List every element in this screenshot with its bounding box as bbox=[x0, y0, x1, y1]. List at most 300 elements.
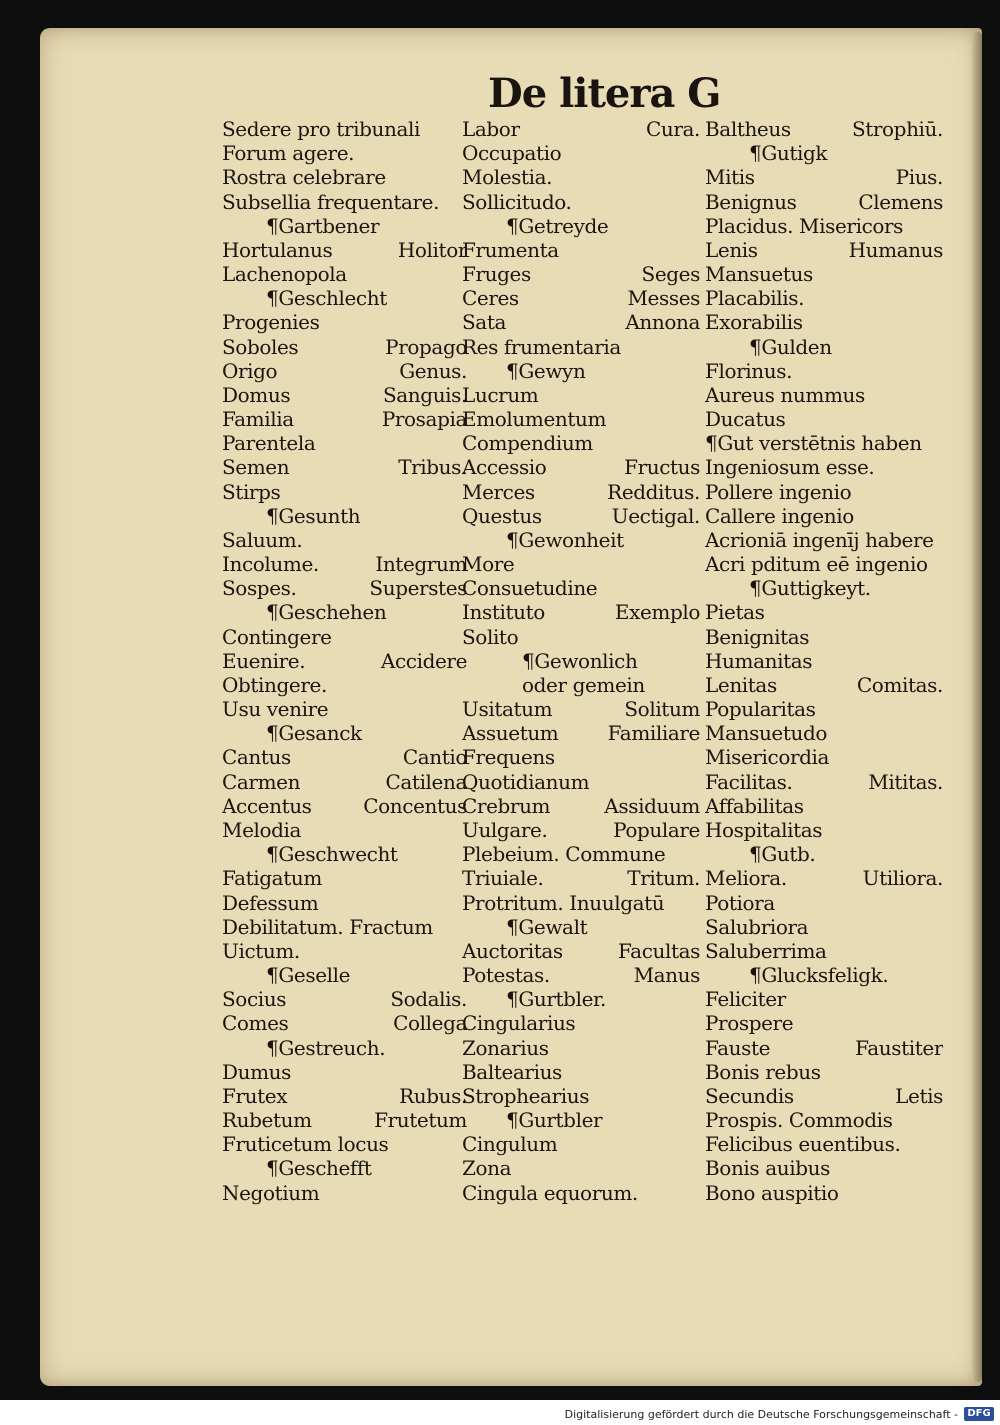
entry-term: Progenies bbox=[222, 310, 320, 335]
entry-term: Negotium bbox=[222, 1180, 320, 1205]
entry-line bbox=[222, 1084, 467, 1108]
entry-term: Feliciter bbox=[705, 987, 786, 1012]
entry-term: Cingulum bbox=[462, 1132, 558, 1157]
entry-term: Exorabilis bbox=[705, 310, 803, 335]
entry-line bbox=[462, 721, 700, 745]
section-heading bbox=[462, 359, 700, 383]
entry-term: Labor bbox=[462, 117, 520, 141]
entry-line bbox=[705, 504, 943, 528]
entry-line bbox=[705, 915, 943, 939]
entry-line bbox=[462, 504, 700, 528]
entry-term: Potestas. bbox=[462, 963, 550, 988]
entry-synonym: Populare bbox=[613, 817, 700, 842]
entry-line bbox=[705, 721, 943, 745]
entry-term: Accentus bbox=[222, 793, 312, 818]
entry-term: Cingula equorum. bbox=[462, 1180, 638, 1205]
entry-term: Bonis rebus bbox=[705, 1059, 821, 1084]
entry-line bbox=[705, 1011, 943, 1035]
entry-line bbox=[462, 552, 700, 576]
entry-term: Comes bbox=[222, 1011, 289, 1036]
entry-term: Melodia bbox=[222, 817, 302, 842]
entry-line bbox=[462, 697, 700, 721]
dfg-logo: DFG bbox=[964, 1407, 994, 1421]
section-heading bbox=[462, 987, 700, 1011]
entry-term: ¶Getreyde bbox=[506, 213, 609, 238]
entry-term: ¶Gutb. bbox=[749, 842, 816, 867]
entry-term: oder gemein bbox=[522, 672, 645, 697]
entry-line bbox=[705, 818, 943, 842]
entry-synonym: Pius. bbox=[895, 165, 943, 190]
entry-synonym: Assiduum bbox=[604, 793, 700, 818]
entry-line bbox=[222, 673, 467, 697]
entry-synonym: Comitas. bbox=[856, 672, 943, 697]
entry-line bbox=[462, 939, 700, 963]
section-heading bbox=[222, 721, 467, 745]
entry-line bbox=[462, 117, 700, 141]
entry-synonym: Messes bbox=[627, 286, 700, 311]
entry-term: Sospes. bbox=[222, 576, 297, 601]
entry-line bbox=[705, 383, 943, 407]
entry-synonym: Cantio bbox=[402, 745, 467, 770]
page-edge bbox=[972, 32, 982, 1382]
entry-term: Assuetum bbox=[462, 721, 559, 746]
entry-line bbox=[705, 1132, 943, 1156]
entry-term: Semen bbox=[222, 455, 290, 480]
entry-line bbox=[705, 770, 943, 794]
entry-term: Obtingere. bbox=[222, 672, 327, 697]
entry-term: ¶Gulden bbox=[749, 334, 832, 359]
entry-line bbox=[705, 552, 943, 576]
entry-term: Soboles bbox=[222, 334, 299, 359]
entry-line bbox=[705, 794, 943, 818]
entry-synonym: Sanguis. bbox=[382, 382, 467, 407]
entry-term: Dumus bbox=[222, 1059, 292, 1084]
entry-synonym: Seges bbox=[641, 262, 700, 287]
entry-term: Fauste bbox=[705, 1035, 771, 1060]
entry-term: Ingeniosum esse. bbox=[705, 455, 875, 480]
entry-term: Compendium bbox=[462, 431, 593, 456]
entry-synonym: Catilena bbox=[385, 769, 467, 794]
entry-synonym: Tritum. bbox=[627, 866, 700, 891]
entry-term: Familia bbox=[222, 407, 294, 432]
section-heading bbox=[462, 528, 700, 552]
entry-term: Mansuetudo bbox=[705, 721, 828, 746]
entry-synonym: Genus. bbox=[399, 358, 467, 383]
entry-term: Instituto bbox=[462, 600, 545, 625]
entry-line bbox=[462, 963, 700, 987]
entry-term: Crebrum bbox=[462, 793, 551, 818]
entry-synonym: Manus bbox=[633, 963, 700, 988]
entry-line bbox=[222, 649, 467, 673]
entry-line bbox=[222, 310, 467, 334]
entry-term: ¶Gut verstētnis haben bbox=[705, 431, 922, 456]
section-heading bbox=[222, 963, 467, 987]
entry-term: Florinus. bbox=[705, 358, 793, 383]
entry-synonym: Exemplo bbox=[614, 600, 700, 625]
section-heading bbox=[462, 649, 700, 673]
entry-term: Callere ingenio bbox=[705, 503, 854, 528]
entry-line bbox=[705, 600, 943, 624]
entry-term: ¶Gewonheit bbox=[506, 527, 624, 552]
entry-line bbox=[222, 238, 467, 262]
entry-line bbox=[462, 455, 700, 479]
entry-term: Occupatio bbox=[462, 141, 562, 166]
entry-synonym: Concentus bbox=[363, 793, 467, 818]
entry-line bbox=[705, 866, 943, 890]
entry-term: Defessum bbox=[222, 890, 319, 915]
entry-term: ¶Gestreuch. bbox=[266, 1035, 386, 1060]
entry-term: Placabilis. bbox=[705, 286, 805, 311]
entry-term: Felicibus euentibus. bbox=[705, 1132, 901, 1157]
entry-term: Bonis auibus bbox=[705, 1156, 830, 1181]
entry-term: Incolume. bbox=[222, 552, 319, 577]
entry-line bbox=[222, 939, 467, 963]
entry-term: Fruges bbox=[462, 262, 531, 287]
entry-term: Questus bbox=[462, 503, 542, 528]
entry-line bbox=[222, 987, 467, 1011]
entry-term: Parentela bbox=[222, 431, 316, 456]
entry-line bbox=[705, 625, 943, 649]
entry-term: Baltheus bbox=[705, 117, 791, 141]
entry-term: Stirps bbox=[222, 479, 281, 504]
vocabulary-column-1 bbox=[222, 117, 467, 1205]
entry-term: Cantus bbox=[222, 745, 291, 770]
entry-term: Mansuetus bbox=[705, 262, 813, 287]
entry-term: Subsellia frequentare. bbox=[222, 189, 440, 214]
entry-line bbox=[462, 1156, 700, 1180]
vocabulary-column-3 bbox=[705, 117, 943, 1205]
entry-line bbox=[222, 1011, 467, 1035]
entry-line bbox=[705, 117, 943, 141]
entry-term: Molestia. bbox=[462, 165, 553, 190]
entry-term: Uictum. bbox=[222, 938, 300, 963]
entry-line bbox=[705, 1060, 943, 1084]
section-heading bbox=[705, 141, 943, 165]
entry-line bbox=[462, 1084, 700, 1108]
entry-term: ¶Gewyn bbox=[506, 358, 586, 383]
entry-term: ¶Gesanck bbox=[266, 721, 362, 746]
entry-line bbox=[462, 262, 700, 286]
entry-line bbox=[462, 1036, 700, 1060]
entry-line bbox=[222, 1132, 467, 1156]
entry-synonym: Rubus. bbox=[399, 1083, 467, 1108]
entry-term: Lenis bbox=[705, 237, 758, 262]
entry-term: Prospere bbox=[705, 1011, 794, 1036]
entry-line bbox=[705, 987, 943, 1011]
entry-term: Popularitas bbox=[705, 697, 816, 722]
entry-line bbox=[222, 262, 467, 286]
entry-term: Usitatum bbox=[462, 697, 553, 722]
entry-term: Usu venire bbox=[222, 697, 329, 722]
entry-term: Lucrum bbox=[462, 382, 539, 407]
entry-term: Res frumentaria bbox=[462, 334, 621, 359]
entry-line bbox=[705, 286, 943, 310]
entry-line bbox=[462, 407, 700, 431]
entry-term: Emolumentum bbox=[462, 407, 607, 432]
entry-term: Socius bbox=[222, 987, 287, 1012]
entry-term: ¶Gartbener bbox=[266, 213, 380, 238]
entry-term: ¶Gutigk bbox=[749, 141, 828, 166]
entry-synonym: Familiare bbox=[607, 721, 700, 746]
entry-line bbox=[705, 431, 943, 455]
entry-line bbox=[222, 141, 467, 165]
entry-term: Placidus. Misericors bbox=[705, 213, 904, 238]
entry-line bbox=[462, 891, 700, 915]
entry-term: Hortulanus bbox=[222, 237, 333, 262]
entry-synonym: Solitum bbox=[624, 697, 700, 722]
entry-term: ¶Gewalt bbox=[506, 914, 588, 939]
entry-line bbox=[462, 818, 700, 842]
entry-line bbox=[222, 770, 467, 794]
entry-line bbox=[462, 794, 700, 818]
entry-line bbox=[222, 1181, 467, 1205]
entry-line bbox=[222, 794, 467, 818]
entry-line bbox=[222, 431, 467, 455]
entry-line bbox=[462, 286, 700, 310]
entry-line bbox=[705, 190, 943, 214]
entry-term: Facilitas. bbox=[705, 769, 793, 794]
entry-line bbox=[462, 480, 700, 504]
entry-line bbox=[222, 866, 467, 890]
entry-synonym: Superstes bbox=[369, 576, 467, 601]
entry-line bbox=[222, 915, 467, 939]
entry-term: Ceres bbox=[462, 286, 519, 311]
section-heading bbox=[705, 963, 943, 987]
entry-term: Acrioniā ingenīj habere bbox=[705, 527, 934, 552]
entry-line bbox=[705, 1156, 943, 1180]
entry-line bbox=[462, 190, 700, 214]
entry-term: Potiora bbox=[705, 890, 775, 915]
entry-synonym: Holitor bbox=[397, 237, 467, 262]
entry-synonym: Prosapia bbox=[381, 407, 467, 432]
section-heading bbox=[705, 842, 943, 866]
entry-term: ¶Gewonlich bbox=[522, 648, 638, 673]
entry-synonym: Faustiter bbox=[855, 1035, 943, 1060]
entry-term: Salubriora bbox=[705, 914, 809, 939]
entry-line bbox=[222, 407, 467, 431]
entry-line bbox=[705, 939, 943, 963]
entry-synonym: Tribus. bbox=[398, 455, 467, 480]
entry-term: Meliora. bbox=[705, 866, 787, 891]
entry-line bbox=[462, 238, 700, 262]
entry-line bbox=[462, 165, 700, 189]
entry-line bbox=[705, 165, 943, 189]
entry-term: Merces bbox=[462, 479, 535, 504]
entry-line bbox=[222, 625, 467, 649]
entry-term: Zona bbox=[462, 1156, 512, 1181]
entry-term: Affabilitas bbox=[705, 793, 804, 818]
entry-synonym: Facultas bbox=[618, 938, 700, 963]
entry-term: Acri pditum eē ingenio bbox=[705, 552, 928, 577]
entry-line bbox=[705, 310, 943, 334]
entry-line bbox=[705, 745, 943, 769]
entry-term: Lachenopola bbox=[222, 262, 347, 287]
entry-term: ¶Geschwecht bbox=[266, 842, 398, 867]
entry-synonym: Letis bbox=[895, 1083, 943, 1108]
entry-synonym: Utiliora. bbox=[862, 866, 943, 891]
entry-line bbox=[462, 310, 700, 334]
entry-synonym: Propago bbox=[385, 334, 467, 359]
entry-line bbox=[462, 866, 700, 890]
entry-synonym: Fructus bbox=[624, 455, 700, 480]
entry-term: Pietas bbox=[705, 600, 765, 625]
entry-term: Auctoritas bbox=[462, 938, 563, 963]
entry-synonym: Frutetum bbox=[374, 1108, 467, 1133]
entry-term: Cingularius bbox=[462, 1011, 576, 1036]
entry-term: More bbox=[462, 552, 515, 577]
entry-line bbox=[705, 214, 943, 238]
entry-line bbox=[222, 383, 467, 407]
entry-line bbox=[705, 238, 943, 262]
entry-line bbox=[705, 649, 943, 673]
entry-term: Strophearius bbox=[462, 1083, 590, 1108]
entry-term: Saluum. bbox=[222, 527, 303, 552]
entry-line bbox=[462, 335, 700, 359]
entry-synonym: Mititas. bbox=[868, 769, 943, 794]
entry-line bbox=[705, 262, 943, 286]
entry-term: ¶Geschlecht bbox=[266, 286, 387, 311]
entry-line bbox=[462, 745, 700, 769]
entry-line bbox=[705, 697, 943, 721]
section-heading bbox=[222, 1156, 467, 1180]
entry-synonym: Redditus. bbox=[607, 479, 700, 504]
section-heading bbox=[222, 1036, 467, 1060]
entry-term: Misericordia bbox=[705, 745, 830, 770]
entry-term: Triuiale. bbox=[462, 866, 544, 891]
entry-synonym: Sodalis. bbox=[390, 987, 467, 1012]
section-heading bbox=[462, 1108, 700, 1132]
entry-line bbox=[462, 383, 700, 407]
entry-synonym: Collega bbox=[393, 1011, 467, 1036]
entry-term: Aureus nummus bbox=[705, 382, 865, 407]
entry-term: ¶Geschefft bbox=[266, 1156, 372, 1181]
entry-line bbox=[222, 745, 467, 769]
entry-term: Lenitas bbox=[705, 672, 777, 697]
entry-term: Secundis bbox=[705, 1083, 794, 1108]
entry-term: Solito bbox=[462, 624, 519, 649]
entry-line bbox=[705, 359, 943, 383]
entry-line bbox=[222, 818, 467, 842]
entry-term: Hospitalitas bbox=[705, 817, 823, 842]
entry-term: ¶Geschehen bbox=[266, 600, 387, 625]
entry-term: Baltearius bbox=[462, 1059, 562, 1084]
entry-term: Ducatus bbox=[705, 407, 786, 432]
entry-line bbox=[462, 1132, 700, 1156]
entry-line bbox=[222, 117, 467, 141]
entry-term: Plebeium. Commune bbox=[462, 842, 666, 867]
entry-line bbox=[705, 1181, 943, 1205]
entry-term: Fruticetum locus bbox=[222, 1132, 389, 1157]
section-heading bbox=[222, 842, 467, 866]
entry-synonym: Cura. bbox=[645, 117, 700, 141]
section-heading bbox=[462, 673, 700, 697]
entry-term: Origo bbox=[222, 358, 278, 383]
entry-line bbox=[462, 600, 700, 624]
footer-credit: Digitalisierung gefördert durch die Deutsche Forschungsgemeinschaft - bbox=[564, 1408, 958, 1421]
entry-term: ¶Gurtbler bbox=[506, 1108, 603, 1133]
entry-line bbox=[705, 891, 943, 915]
entry-term: Quotidianum bbox=[462, 769, 590, 794]
entry-synonym: Annona bbox=[625, 310, 700, 335]
entry-term: ¶Gurtbler. bbox=[506, 987, 606, 1012]
entry-line bbox=[222, 455, 467, 479]
entry-term: Frumenta bbox=[462, 237, 559, 262]
entry-term: Mitis bbox=[705, 165, 755, 190]
section-heading bbox=[222, 214, 467, 238]
entry-synonym: Uectigal. bbox=[611, 503, 700, 528]
entry-synonym: Humanus bbox=[848, 237, 943, 262]
entry-term: ¶Gesunth bbox=[266, 503, 361, 528]
entry-term: Benignitas bbox=[705, 624, 810, 649]
entry-term: Rostra celebrare bbox=[222, 165, 386, 190]
entry-line bbox=[222, 480, 467, 504]
section-heading bbox=[222, 600, 467, 624]
entry-line bbox=[222, 552, 467, 576]
entry-line bbox=[462, 625, 700, 649]
entry-term: Saluberrima bbox=[705, 938, 827, 963]
entry-line bbox=[222, 190, 467, 214]
entry-line bbox=[222, 1060, 467, 1084]
entry-term: Debilitatum. Fractum bbox=[222, 914, 433, 939]
entry-term: Bono auspitio bbox=[705, 1180, 839, 1205]
entry-line bbox=[222, 1108, 467, 1132]
entry-term: ¶Glucksfeligk. bbox=[749, 963, 889, 988]
entry-term: Euenire. bbox=[222, 648, 306, 673]
entry-term: Contingere bbox=[222, 624, 332, 649]
entry-line bbox=[462, 431, 700, 455]
entry-term: Sata bbox=[462, 310, 506, 335]
entry-term: Pollere ingenio bbox=[705, 479, 852, 504]
entry-synonym: Integrum bbox=[375, 552, 467, 577]
entry-line bbox=[705, 455, 943, 479]
entry-line bbox=[462, 1011, 700, 1035]
section-heading bbox=[462, 915, 700, 939]
entry-line bbox=[705, 407, 943, 431]
entry-term: Accessio bbox=[462, 455, 547, 480]
entry-line bbox=[705, 673, 943, 697]
entry-term: Rubetum bbox=[222, 1108, 312, 1133]
entry-term: Prospis. Commodis bbox=[705, 1108, 893, 1133]
entry-term: Domus bbox=[222, 382, 291, 407]
entry-line bbox=[222, 891, 467, 915]
entry-line bbox=[462, 141, 700, 165]
entry-term: Carmen bbox=[222, 769, 301, 794]
entry-line bbox=[222, 335, 467, 359]
entry-term: ¶Geselle bbox=[266, 963, 351, 988]
entry-synonym: Clemens bbox=[858, 189, 943, 214]
entry-line bbox=[462, 770, 700, 794]
entry-line bbox=[705, 480, 943, 504]
section-heading bbox=[705, 576, 943, 600]
entry-term: Sedere pro tribunali bbox=[222, 117, 420, 141]
section-heading bbox=[222, 504, 467, 528]
entry-term: Consuetudine bbox=[462, 576, 598, 601]
entry-synonym: Strophiū. bbox=[851, 117, 943, 141]
entry-line bbox=[222, 165, 467, 189]
entry-term: Frutex bbox=[222, 1083, 288, 1108]
running-head: De litera G bbox=[488, 70, 721, 117]
entry-line bbox=[222, 576, 467, 600]
entry-line bbox=[462, 842, 700, 866]
entry-line bbox=[222, 359, 467, 383]
section-heading bbox=[222, 286, 467, 310]
entry-synonym: Accidere bbox=[380, 648, 467, 673]
entry-line bbox=[462, 1181, 700, 1205]
entry-term: Sollicitudo. bbox=[462, 189, 572, 214]
entry-line bbox=[222, 697, 467, 721]
entry-line bbox=[222, 528, 467, 552]
entry-line bbox=[462, 1060, 700, 1084]
